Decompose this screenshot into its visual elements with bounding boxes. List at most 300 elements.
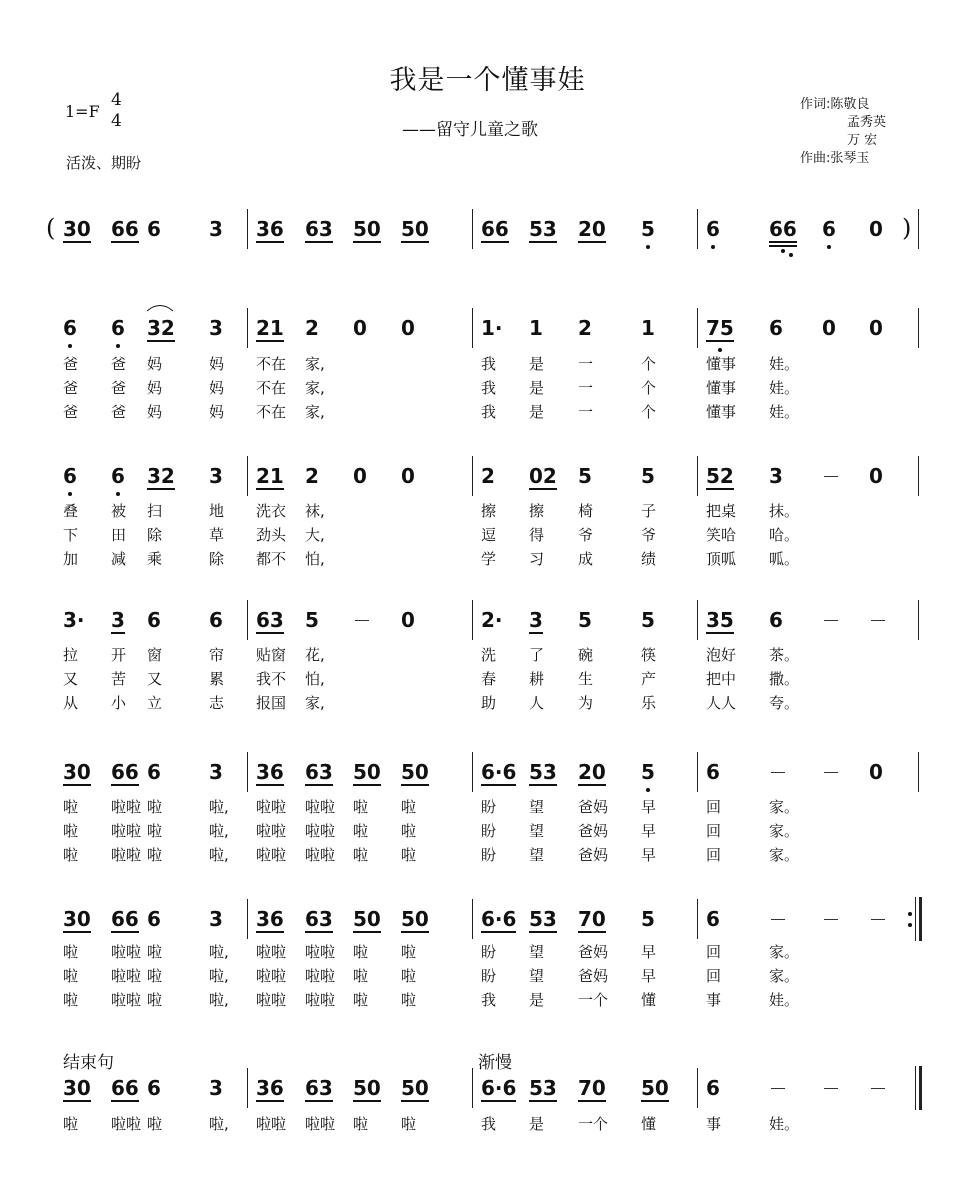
lyric-syllable: 绩 (641, 550, 657, 568)
octave-dot-below (781, 249, 785, 253)
bar-line-end (918, 456, 919, 496)
lyric-syllable: 成 (578, 550, 594, 568)
lyric-syllable: 为 (578, 694, 594, 712)
lyric-syllable: 回 (706, 846, 722, 864)
lyric-syllable: 袜, (305, 502, 325, 520)
lyric-syllable: 爸 (111, 379, 127, 397)
credits (800, 96, 905, 168)
intro-paren-close: ) (902, 214, 912, 242)
lyric-syllable: 啦 (401, 967, 417, 985)
jianpu-note: 6 (706, 907, 720, 931)
final-bar-thick (919, 1066, 922, 1110)
lyric-syllable: 盼 (481, 798, 497, 816)
lyric-syllable: 回 (706, 967, 722, 985)
jianpu-note: 66 (111, 760, 139, 784)
lyric-syllable: 劲头 (256, 526, 287, 544)
jianpu-note: 21 (256, 464, 284, 488)
lyric-syllable: 啦, (209, 967, 229, 985)
lyric-syllable: 抹。 (769, 502, 800, 520)
jianpu-note: 6 (209, 608, 223, 632)
lyric-syllable: 盼 (481, 967, 497, 985)
lyric-syllable: 啦啦 (256, 943, 287, 961)
lyric-syllable: 啦 (63, 798, 79, 816)
lyric-syllable: 大, (305, 526, 325, 544)
bar-line (697, 456, 698, 496)
lyric-syllable: 一个 (578, 991, 609, 1009)
lyric-syllable: 盼 (481, 943, 497, 961)
jianpu-note: 6 (822, 217, 836, 241)
lyric-syllable: 家, (305, 379, 325, 397)
jianpu-note: 2· (481, 608, 503, 632)
jianpu-note: 6 (706, 217, 720, 241)
jianpu-note: 50 (353, 760, 381, 784)
jianpu-note: 3· (63, 608, 85, 632)
bar-line (247, 1068, 248, 1108)
lyricist-2: 孟秀英 (847, 115, 887, 130)
lyric-syllable: 啦啦 (305, 1115, 336, 1133)
lyric-syllable: 啦啦 (111, 822, 142, 840)
note-underline (578, 241, 606, 243)
lyric-syllable: 事 (706, 1115, 722, 1133)
lyric-syllable: 啦 (147, 798, 163, 816)
jianpu-note: 5 (641, 464, 655, 488)
lyric-syllable: 除 (209, 550, 225, 568)
bar-line-end (918, 600, 919, 640)
jianpu-note: 5 (578, 608, 592, 632)
song-subtitle: ——留守儿童之歌 (402, 120, 538, 140)
jianpu-note: 5 (641, 760, 655, 784)
jianpu-note: 66 (111, 217, 139, 241)
lyric-syllable: 回 (706, 798, 722, 816)
lyric-syllable: 懂事 (706, 403, 737, 421)
note-underline (578, 784, 606, 786)
lyric-syllable: 啦 (401, 1115, 417, 1133)
note-underline (305, 931, 333, 933)
lyric-syllable: 个 (641, 355, 657, 373)
lyric-syllable: 啦啦 (305, 822, 336, 840)
lyric-syllable: 娃。 (769, 1115, 800, 1133)
note-underline (353, 241, 381, 243)
bar-line (472, 456, 473, 496)
jianpu-note: 3 (209, 1076, 223, 1100)
jianpu-note: 53 (529, 907, 557, 931)
lyric-syllable: 啦, (209, 822, 229, 840)
note-underline (401, 1100, 429, 1102)
lyric-syllable: 事 (706, 991, 722, 1009)
note-underline (578, 931, 606, 933)
bar-line (697, 1068, 698, 1108)
lyric-syllable: 啦 (63, 1115, 79, 1133)
jianpu-note: 50 (353, 1076, 381, 1100)
lyric-syllable: 家。 (769, 798, 800, 816)
lyric-syllable: 盼 (481, 846, 497, 864)
lyric-syllable: 把桌 (706, 502, 737, 520)
lyric-syllable: 妈 (147, 379, 163, 397)
key-signature: 1=F (65, 102, 100, 121)
jianpu-note: 0 (869, 760, 883, 784)
jianpu-note: 0 (822, 316, 836, 340)
lyric-syllable: 啦, (209, 798, 229, 816)
lyricist-3: 万 宏 (847, 133, 878, 148)
note-underline (63, 931, 91, 933)
note-underline (147, 340, 175, 342)
bar-line-end (918, 308, 919, 348)
jianpu-note: 66 (481, 217, 509, 241)
note-underline (706, 340, 734, 342)
lyric-syllable: 志 (209, 694, 225, 712)
jianpu-note: 3 (111, 608, 125, 632)
jianpu-note: 50 (641, 1076, 669, 1100)
jianpu-note: 6 (147, 608, 161, 632)
lyric-syllable: 产 (641, 670, 657, 688)
bar-line (247, 209, 248, 249)
note-underline (63, 1100, 91, 1102)
lyric-syllable: 回 (706, 943, 722, 961)
lyric-syllable: 啦 (353, 967, 369, 985)
jianpu-note: 36 (256, 217, 284, 241)
note-underline (256, 488, 284, 490)
lyric-syllable: 筷 (641, 646, 657, 664)
jianpu-note: 2 (305, 464, 319, 488)
bar-line (472, 308, 473, 348)
lyric-syllable: 啦 (63, 822, 79, 840)
jianpu-note: 6 (111, 464, 125, 488)
lyric-syllable: 早 (641, 967, 657, 985)
bar-line (697, 752, 698, 792)
note-underline (401, 931, 429, 933)
lyric-syllable: 人 (529, 694, 545, 712)
note-underline (578, 1100, 606, 1102)
jianpu-note: 52 (706, 464, 734, 488)
note-underline (401, 784, 429, 786)
lyric-syllable: 草 (209, 526, 225, 544)
lyric-syllable: 擦 (529, 502, 545, 520)
lyric-syllable: 是 (529, 355, 545, 373)
note-underline (481, 931, 516, 933)
jianpu-note: 53 (529, 217, 557, 241)
lyric-syllable: 啦啦 (305, 967, 336, 985)
jianpu-note: 02 (529, 464, 557, 488)
lyric-syllable: 从 (63, 694, 79, 712)
lyric-syllable: 啦啦 (256, 846, 287, 864)
bar-line (472, 1068, 473, 1108)
lyric-syllable: 啦 (401, 822, 417, 840)
lyric-syllable: 啦 (401, 943, 417, 961)
jianpu-note: 6 (111, 316, 125, 340)
jianpu-note: 36 (256, 907, 284, 931)
jianpu-note: 21 (256, 316, 284, 340)
note-underline (256, 931, 284, 933)
lyric-syllable: 不在 (256, 403, 287, 421)
lyric-syllable: 家。 (769, 846, 800, 864)
lyric-syllable: 啦 (147, 991, 163, 1009)
octave-dot-below (711, 245, 715, 249)
jianpu-note: 30 (63, 760, 91, 784)
octave-dot-below (718, 348, 722, 352)
octave-dot-below (646, 245, 650, 249)
jianpu-note: 50 (353, 907, 381, 931)
note-underline-double (769, 245, 797, 247)
bar-line (472, 209, 473, 249)
bar-line-end (918, 209, 919, 249)
slur-path (147, 306, 173, 312)
lyric-syllable: 啦, (209, 943, 229, 961)
jianpu-note: 6 (147, 907, 161, 931)
jianpu-note: 3 (529, 608, 543, 632)
jianpu-note: 0 (353, 464, 367, 488)
sustain-dash (824, 772, 838, 773)
time-signature (111, 90, 122, 132)
composer-label: 作曲: (800, 151, 831, 166)
lyric-syllable: 啦啦 (111, 846, 142, 864)
lyric-syllable: 乘 (147, 550, 163, 568)
jianpu-note: 20 (578, 760, 606, 784)
note-underline (529, 241, 557, 243)
bar-line (247, 600, 248, 640)
lyric-syllable: 得 (529, 526, 545, 544)
jianpu-note: 1 (641, 316, 655, 340)
lyric-syllable: 啦 (401, 991, 417, 1009)
lyric-syllable: 助 (481, 694, 497, 712)
song-title: 我是一个懂事娃 (389, 65, 586, 96)
jianpu-note: 0 (401, 316, 415, 340)
lyric-syllable: 啦 (147, 967, 163, 985)
lyric-syllable: 妈 (209, 379, 225, 397)
lyric-syllable: 啦 (147, 1115, 163, 1133)
octave-dot-below (827, 245, 831, 249)
lyric-syllable: 被 (111, 502, 127, 520)
lyric-syllable: 顶呱 (706, 550, 737, 568)
jianpu-note: 5 (641, 217, 655, 241)
jianpu-note: 0 (401, 464, 415, 488)
lyric-syllable: 啦啦 (256, 1115, 287, 1133)
note-underline (481, 241, 509, 243)
lyric-syllable: 了 (529, 646, 545, 664)
lyric-syllable: 爸 (111, 355, 127, 373)
lyric-syllable: 啦 (147, 822, 163, 840)
lyric-syllable: 茶。 (769, 646, 800, 664)
jianpu-note: 1· (481, 316, 503, 340)
lyric-syllable: 家, (305, 355, 325, 373)
lyric-syllable: 地 (209, 502, 225, 520)
sustain-dash (824, 476, 838, 477)
lyric-syllable: 擦 (481, 502, 497, 520)
lyric-syllable: 我不 (256, 670, 287, 688)
intro-paren-open: ( (46, 214, 56, 242)
octave-dot-below (789, 253, 793, 257)
jianpu-note: 30 (63, 217, 91, 241)
lyric-syllable: 懂 (641, 1115, 657, 1133)
lyric-syllable: 不在 (256, 355, 287, 373)
lyric-syllable: 懂事 (706, 379, 737, 397)
jianpu-note: 5 (578, 464, 592, 488)
jianpu-note: 53 (529, 1076, 557, 1100)
ending-label: 结束句 (63, 1053, 114, 1073)
jianpu-note: 63 (305, 907, 333, 931)
jianpu-note: 30 (63, 1076, 91, 1100)
jianpu-note: 2 (578, 316, 592, 340)
lyric-syllable: 爸妈 (578, 967, 609, 985)
lyric-syllable: 呱。 (769, 550, 800, 568)
bar-line (247, 456, 248, 496)
note-underline (353, 1100, 381, 1102)
sustain-dash (771, 919, 785, 920)
lyric-syllable: 是 (529, 991, 545, 1009)
sustain-dash (824, 919, 838, 920)
lyric-syllable: 爸 (111, 403, 127, 421)
lyric-syllable: 都不 (256, 550, 287, 568)
lyric-syllable: 妈 (147, 355, 163, 373)
lyric-syllable: 耕 (529, 670, 545, 688)
lyric-syllable: 我 (481, 379, 497, 397)
sustain-dash (771, 1088, 785, 1089)
lyric-syllable: 啦啦 (111, 991, 142, 1009)
sustain-dash (824, 620, 838, 621)
lyric-syllable: 啦啦 (111, 943, 142, 961)
note-underline (111, 931, 139, 933)
lyric-syllable: 爸妈 (578, 822, 609, 840)
jianpu-note: 0 (869, 464, 883, 488)
bar-line (247, 752, 248, 792)
jianpu-note: 3 (209, 464, 223, 488)
octave-dot-below (116, 492, 120, 496)
note-underline (353, 784, 381, 786)
lyric-syllable: 帘 (209, 646, 225, 664)
lyric-syllable: 立 (147, 694, 163, 712)
bar-line (247, 899, 248, 939)
lyric-syllable: 报国 (256, 694, 287, 712)
lyric-syllable: 早 (641, 798, 657, 816)
lyric-syllable: 家。 (769, 943, 800, 961)
lyric-syllable: 爸妈 (578, 846, 609, 864)
jianpu-note: 1 (529, 316, 543, 340)
lyric-syllable: 啦啦 (111, 1115, 142, 1133)
lyric-syllable: 洗衣 (256, 502, 287, 520)
jianpu-note: 66 (769, 217, 797, 241)
lyric-syllable: 爷 (641, 526, 657, 544)
lyric-syllable: 我 (481, 991, 497, 1009)
octave-dot-below (646, 788, 650, 792)
lyric-syllable: 笑哈 (706, 526, 737, 544)
lyric-syllable: 撒。 (769, 670, 800, 688)
lyric-syllable: 人人 (706, 694, 737, 712)
lyric-syllable: 望 (529, 798, 545, 816)
lyric-syllable: 啦 (401, 798, 417, 816)
lyric-syllable: 逗 (481, 526, 497, 544)
note-underline (706, 488, 734, 490)
bar-line (247, 308, 248, 348)
bar-line-end (918, 752, 919, 792)
note-underline (256, 632, 284, 634)
lyric-syllable: 啦啦 (305, 991, 336, 1009)
lyric-syllable: 啦, (209, 991, 229, 1009)
note-underline (256, 1100, 284, 1102)
lyric-syllable: 早 (641, 943, 657, 961)
lyric-syllable: 啦啦 (305, 943, 336, 961)
jianpu-note: 3 (769, 464, 783, 488)
lyricist-1: 陈敬良 (830, 97, 870, 112)
slur-mark (145, 302, 175, 312)
lyric-syllable: 小 (111, 694, 127, 712)
bar-line (697, 308, 698, 348)
note-underline (111, 784, 139, 786)
lyric-syllable: 啦 (63, 846, 79, 864)
lyric-syllable: 望 (529, 822, 545, 840)
jianpu-note: 2 (481, 464, 495, 488)
lyric-syllable: 啦 (353, 991, 369, 1009)
lyric-syllable: 望 (529, 967, 545, 985)
note-underline (529, 784, 557, 786)
lyric-syllable: 生 (578, 670, 594, 688)
lyric-syllable: 我 (481, 1115, 497, 1133)
lyric-syllable: 一 (578, 403, 594, 421)
note-underline (353, 931, 381, 933)
lyric-syllable: 啦 (147, 846, 163, 864)
lyric-syllable: 懂 (641, 991, 657, 1009)
note-underline (529, 488, 557, 490)
jianpu-note: 32 (147, 316, 175, 340)
jianpu-note: 30 (63, 907, 91, 931)
note-underline (481, 784, 516, 786)
octave-dot-below (116, 344, 120, 348)
lyric-syllable: 啦啦 (305, 798, 336, 816)
lyric-syllable: 花, (305, 646, 325, 664)
note-underline (481, 1100, 516, 1102)
lyric-syllable: 啦 (353, 822, 369, 840)
sustain-dash (824, 1088, 838, 1089)
note-underline (305, 784, 333, 786)
lyric-syllable: 啦 (63, 943, 79, 961)
lyric-syllable: 啦啦 (256, 991, 287, 1009)
lyric-syllable: 开 (111, 646, 127, 664)
jianpu-note: 6 (769, 316, 783, 340)
lyric-syllable: 妈 (147, 403, 163, 421)
lyric-syllable: 家, (305, 694, 325, 712)
time-top: 4 (111, 90, 122, 110)
lyric-syllable: 啦 (353, 943, 369, 961)
note-underline (111, 1100, 139, 1102)
lyric-syllable: 习 (529, 550, 545, 568)
lyric-syllable: 啦啦 (256, 967, 287, 985)
composer-name: 张琴玉 (830, 151, 870, 166)
note-underline (147, 488, 175, 490)
lyric-syllable: 懂事 (706, 355, 737, 373)
jianpu-note: 63 (305, 1076, 333, 1100)
lyric-syllable: 乐 (641, 694, 657, 712)
note-underline (256, 784, 284, 786)
bar-line (472, 600, 473, 640)
lyric-syllable: 妈 (209, 355, 225, 373)
time-bottom: 4 (111, 111, 122, 131)
jianpu-note: 5 (641, 907, 655, 931)
jianpu-note: 2 (305, 316, 319, 340)
bar-line (697, 600, 698, 640)
bar-line (697, 209, 698, 249)
lyric-syllable: 扫 (147, 502, 163, 520)
lyric-syllable: 爸 (63, 379, 79, 397)
bar-line (472, 752, 473, 792)
sustain-dash (871, 919, 885, 920)
lyric-syllable: 又 (63, 670, 79, 688)
lyric-syllable: 早 (641, 846, 657, 864)
final-bar-thin (915, 1066, 916, 1110)
lyric-syllable: 爸妈 (578, 943, 609, 961)
lyric-syllable: 苦 (111, 670, 127, 688)
lyric-syllable: 减 (111, 550, 127, 568)
lyric-syllable: 是 (529, 1115, 545, 1133)
lyric-syllable: 哈。 (769, 526, 800, 544)
jianpu-note: 6 (769, 608, 783, 632)
